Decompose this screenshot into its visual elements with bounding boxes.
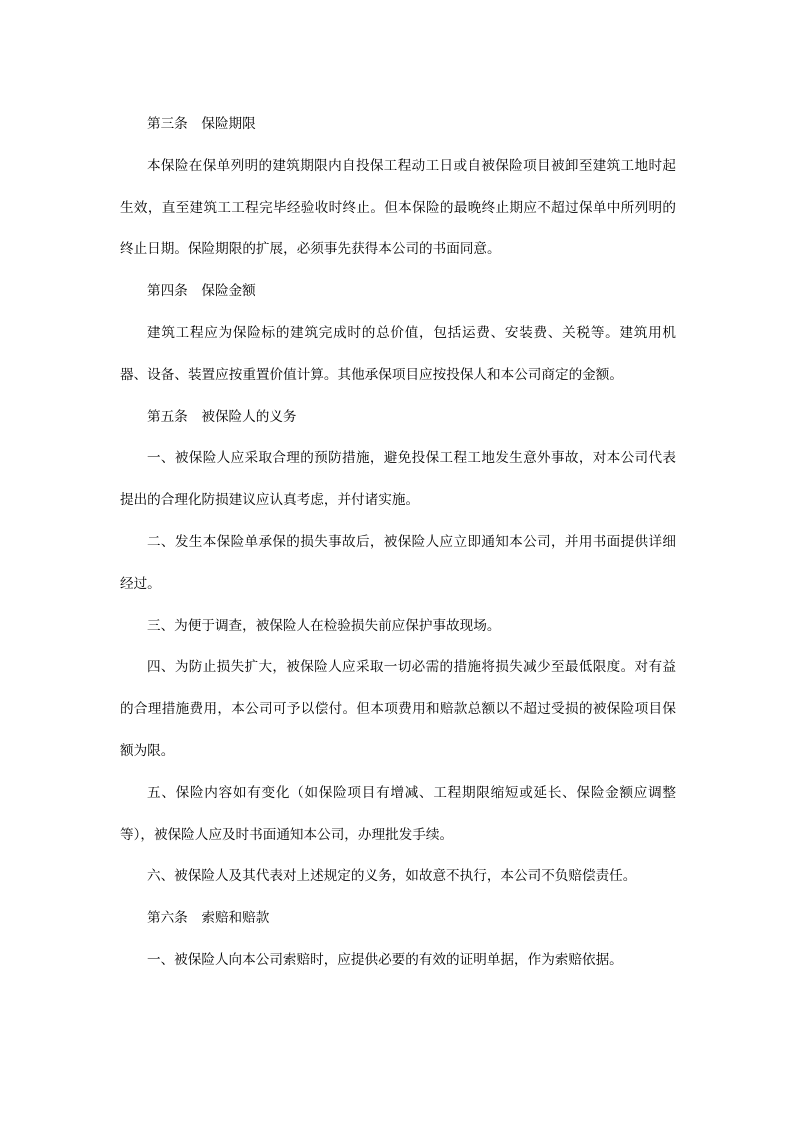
section-heading-3: 第三条 保险期限 xyxy=(147,116,256,132)
obligation-item-3: 三、为便于调查，被保险人在检验损失前应保护事故现场。 xyxy=(147,617,501,634)
document-body xyxy=(120,104,676,982)
obligation-item-4: 四、为防止损失扩大，被保险人应采取一切必需的措施将损失减少至最低限度。对有益的合理措施费用，本公司可予以偿付。但本项费用和赔款总额以不超过受损的被保险项目保额为限。 xyxy=(120,659,676,759)
section-heading-6: 第六条 索赔和赔款 xyxy=(147,910,270,927)
section-heading-5: 第五条 被保险人的义务 xyxy=(147,408,297,425)
obligation-item-1: 一、被保险人应采取合理的预防措施，避免投保工程工地发生意外事故，对本公司代表提出的合理化防损建议应认真考虑，并付诸实施。 xyxy=(120,450,676,509)
paragraph-insured-amount: 建筑工程应为保险标的建筑完成时的总价值，包括运费、安装费、关税等。建筑用机器、设备、装置应按重置价值计算。其他承保项目应按投保人和本公司商定的金额。 xyxy=(120,324,676,383)
obligation-item-6: 六、被保险人及其代表对上述规定的义务，如故意不执行，本公司不负赔偿责任。 xyxy=(147,868,637,885)
obligation-item-5: 五、保险内容如有变化（如保险项目有增减、工程期限缩短或延长、保险金额应调整等），被保险人应及时书面通知本公司，办理批发手续。 xyxy=(120,784,676,843)
obligation-item-2: 二、发生本保险单承保的损失事故后，被保险人应立即通知本公司，并用书面提供详细经过。 xyxy=(120,533,676,592)
paragraph-insurance-period: 本保险在保单列明的建筑期限内自投保工程动工日或自被保险项目被卸至建筑工地时起生效，直至建筑工工程完毕经验收时终止。但本保险的最晚终止期应不超过保单中所列明的终止日期。保险期限的扩展，必须事先获得本公司的书面同意。 xyxy=(120,157,676,258)
section-heading-4: 第四条 保险金额 xyxy=(147,283,256,300)
claims-item-1: 一、被保险人向本公司索赔时，应提供必要的有效的证明单据，作为索赔依据。 xyxy=(147,951,623,968)
